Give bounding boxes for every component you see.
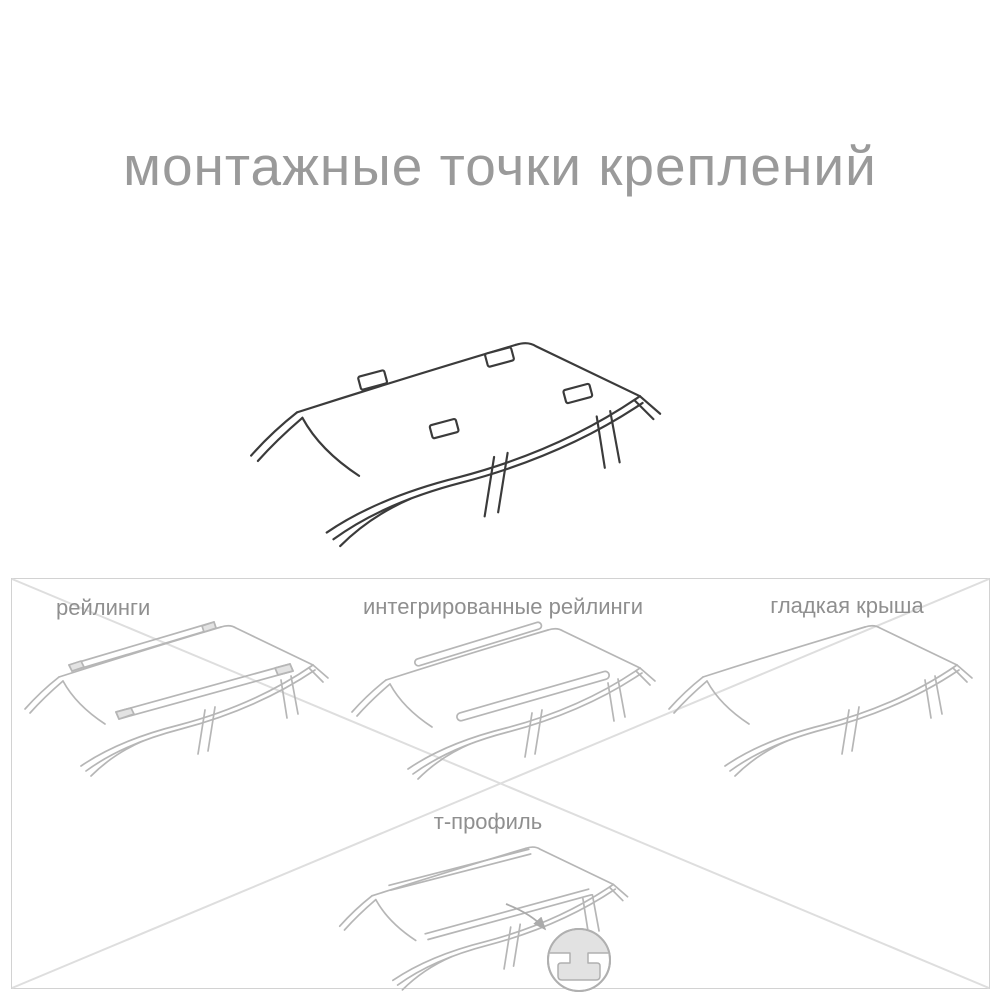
mounting-point-marker	[485, 347, 515, 367]
page-title: монтажные точки креплений	[123, 135, 877, 197]
option-label-t-profile: т-профиль	[433, 809, 543, 834]
mounting-point-marker	[358, 370, 388, 390]
car-roof-outline	[251, 343, 660, 546]
main-roof-illustration	[243, 326, 663, 571]
car-roof-raised-rails-illustration	[25, 622, 328, 776]
mounting-options-panel	[11, 578, 990, 989]
mounting-options-graphics	[12, 579, 989, 988]
mounting-point-markers	[358, 347, 593, 439]
option-label-integrated-rails: интегрированные рейлинги	[362, 594, 644, 619]
option-label-smooth-roof: гладкая крыша	[770, 593, 924, 618]
car-roof-integrated-rails-illustration	[352, 621, 655, 779]
option-label-raised-rails: рейлинги	[56, 595, 151, 620]
mounting-point-marker	[429, 419, 459, 439]
mounting-point-marker	[563, 383, 593, 403]
car-roof-smooth-illustration	[669, 626, 972, 776]
t-profile-cross-section-icon	[548, 929, 610, 991]
